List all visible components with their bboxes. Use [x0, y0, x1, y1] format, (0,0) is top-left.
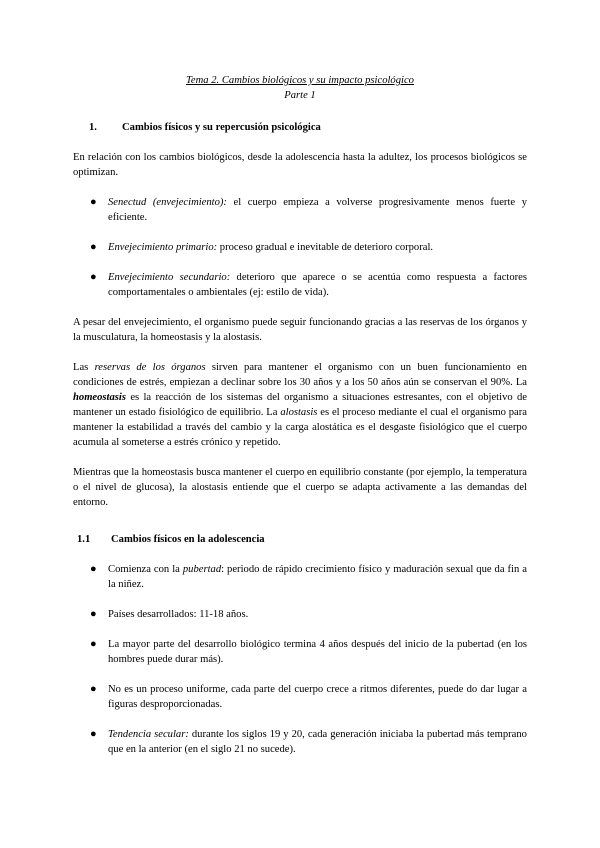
bullet-icon: ● — [90, 196, 97, 208]
section-heading-1 — [73, 120, 527, 135]
bullet-icon: ● — [90, 638, 97, 650]
aging-list — [73, 195, 527, 300]
list-item — [73, 607, 527, 622]
definition: deterioro que aparece o se acentúa como respuesta a factores comportamentales o ambientales (ej: estilo de vida). — [108, 272, 527, 298]
section-heading-1-1 — [73, 532, 527, 547]
term: pubertad — [182, 564, 222, 575]
definition: el cuerpo empieza a volverse progresivamente menos fuerte y eficiente. — [108, 197, 527, 223]
text-run: No es un proceso uniforme, cada parte del cuerpo crece a ritmos diferentes, puede do dar lugar a figuras desproporcionadas. — [108, 684, 527, 710]
section-title: Cambios físicos y su repercusión psicológica — [122, 122, 321, 133]
bullet-icon: ● — [90, 728, 97, 740]
bullet-icon: ● — [90, 683, 97, 695]
adolescence-list — [73, 562, 527, 757]
section-number: 1. — [89, 122, 97, 133]
term-allostasis: alostasis — [280, 407, 318, 418]
text-run: Países desarrollados: 11-18 años. — [108, 609, 249, 620]
document-header — [73, 73, 527, 103]
list-item — [73, 240, 527, 255]
bullet-icon: ● — [90, 241, 97, 253]
section-number: 1.1 — [77, 534, 91, 545]
term: Senectud (envejecimiento): — [108, 197, 227, 208]
list-item — [73, 562, 527, 592]
bullet-icon: ● — [90, 608, 97, 620]
text-run: La mayor parte del desarrollo biológico termina 4 años después del inicio de la pubertad (en los hombres puede durar más). — [108, 639, 527, 665]
definition: durante los siglos 19 y 20, cada generación iniciaba la pubertad más temprano que en la anterior (en el siglo 21 no sucede). — [108, 729, 527, 755]
list-item — [73, 637, 527, 667]
text-run: es la reacción de los sistemas del organismo a situaciones estresantes, con el objetivo de mantener un estado fisiológico de equilibrio. La — [73, 392, 527, 418]
definition: proceso gradual e inevitable de deterioro corporal. — [217, 242, 434, 253]
list-item — [73, 270, 527, 300]
term-homeostasis: homeostasis — [73, 392, 126, 403]
document-body — [73, 73, 527, 757]
text-run: es el proceso mediante el cual el organismo para mantener la estabilidad a través del cambio y la carga alostática es el desgaste fisiológico que el cuerpo acumula al someterse a estrés crónico y repetido. — [73, 407, 527, 448]
intro-paragraph: En relación con los cambios biológicos, desde la adolescencia hasta la adultez, los procesos biológicos se optimizan. — [73, 152, 527, 178]
header-title: Tema 2. Cambios biológicos y su impacto psicológico — [186, 75, 414, 86]
paragraph-definitions — [73, 360, 527, 450]
term: Tendencia secular: — [108, 729, 189, 740]
text-run: sirven para mantener el organismo con un buen funcionamiento en condiciones de estrés, empiezan a declinar sobre los 30 años y a los 50 años aún se conservan el 90%. La — [73, 362, 527, 388]
section-title: Cambios físicos en la adolescencia — [111, 534, 265, 545]
text-run: Las — [73, 362, 95, 373]
definition: : periodo de rápido crecimiento físico y maduración sexual que da fin a la niñez. — [108, 564, 527, 590]
term: Envejecimiento secundario: — [108, 272, 231, 283]
list-item — [73, 682, 527, 712]
paragraph-reserves: A pesar del envejecimiento, el organismo puede seguir funcionando gracias a las reservas de los órganos y la musculatura, la homeostasis y la alostasis. — [73, 317, 527, 343]
text-run: Comienza con la — [108, 564, 183, 575]
term: Envejecimiento primario: — [108, 242, 218, 253]
list-item — [73, 727, 527, 757]
header-part: Parte 1 — [284, 90, 316, 101]
paragraph-comparison: Mientras que la homeostasis busca mantener el cuerpo en equilibrio constante (por ejemplo, la temperatura o el nivel de glucosa), la alostasis entiende que el cuerpo se adapta activamente a las demandas del entorno. — [73, 467, 527, 508]
list-item — [73, 195, 527, 225]
bullet-icon: ● — [90, 563, 97, 575]
term-organ-reserves: reservas de los órganos — [94, 362, 206, 373]
bullet-icon: ● — [90, 271, 97, 283]
